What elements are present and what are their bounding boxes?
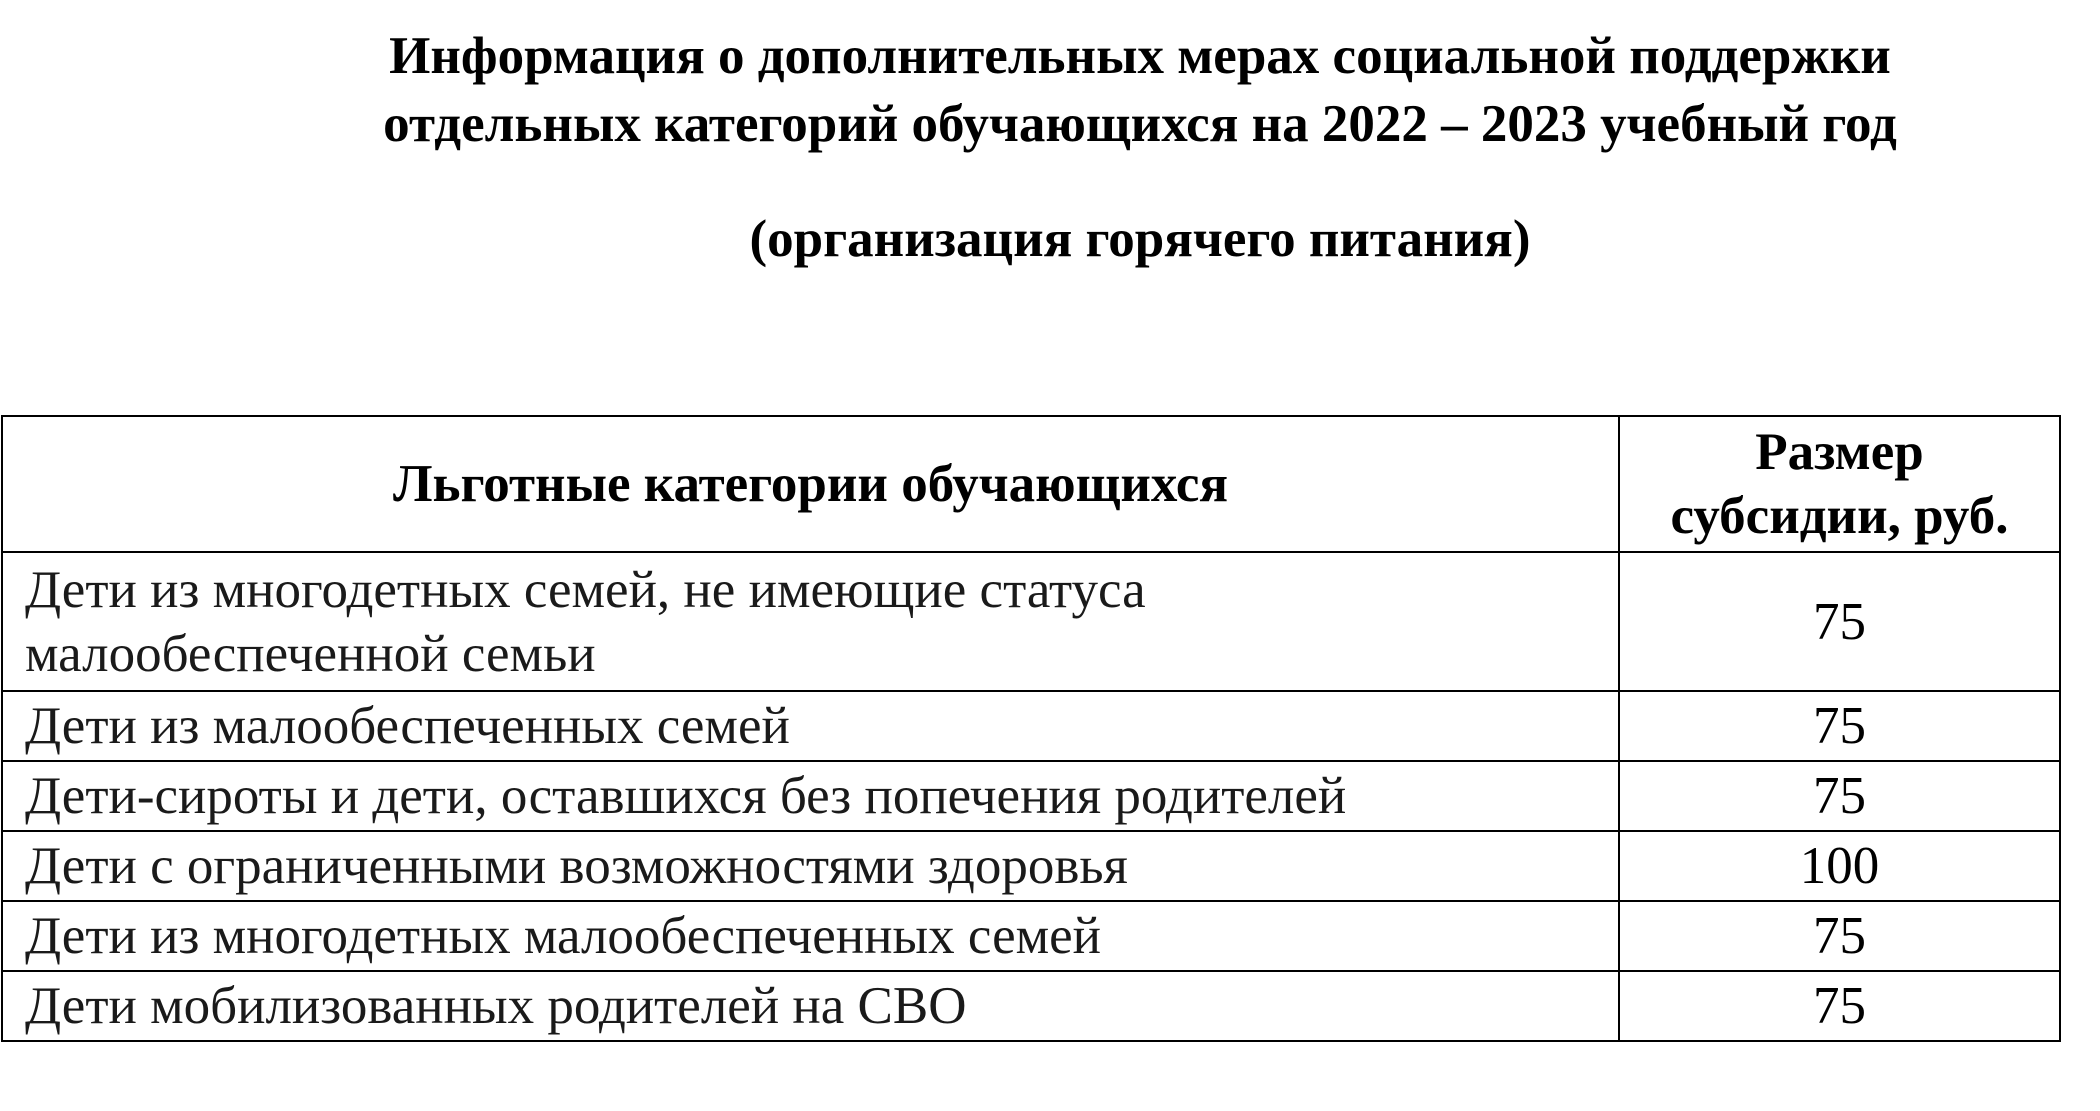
category-cell: Дети из многодетных малообеспеченных семей (2, 901, 1619, 971)
category-line-1: Дети из многодетных семей, не имеющие статуса (25, 560, 1146, 619)
subsidy-cell: 75 (1619, 691, 2060, 761)
category-cell (2, 552, 1619, 691)
header-category: Льготные категории обучающихся (2, 416, 1619, 552)
category-cell: Дети с ограниченными возможностями здоровья (2, 831, 1619, 901)
category-cell: Дети из малообеспеченных семей (2, 691, 1619, 761)
title-line-2: отдельных категорий обучающихся на 2022 – 2023 учебный год (383, 95, 1897, 153)
category-line-2: малообеспеченной семьи (25, 624, 596, 683)
table-row (2, 691, 2060, 761)
header-subsidy (1619, 416, 2060, 552)
table-row (2, 552, 2060, 691)
header-subsidy-line-2: субсидии, руб. (1670, 487, 2009, 545)
table-row (2, 901, 2060, 971)
subsidy-cell: 100 (1619, 831, 2060, 901)
subsidy-cell: 75 (1619, 552, 2060, 691)
document-subtitle: (организация горячего питания) (749, 210, 1531, 268)
subsidy-cell: 75 (1619, 901, 2060, 971)
subsidy-cell: 75 (1619, 971, 2060, 1041)
header-subsidy-line-1: Размер (1755, 423, 1924, 481)
category-cell: Дети мобилизованных родителей на СВО (2, 971, 1619, 1041)
document-title (230, 22, 2050, 158)
table-row (2, 971, 2060, 1041)
table-row (2, 761, 2060, 831)
category-cell: Дети-сироты и дети, оставшихся без попечения родителей (2, 761, 1619, 831)
table-header-row (2, 416, 2060, 552)
table-row (2, 831, 2060, 901)
title-line-1: Информация о дополнительных мерах социальной поддержки (389, 27, 1891, 85)
benefits-table (1, 415, 2061, 1042)
subsidy-cell: 75 (1619, 761, 2060, 831)
